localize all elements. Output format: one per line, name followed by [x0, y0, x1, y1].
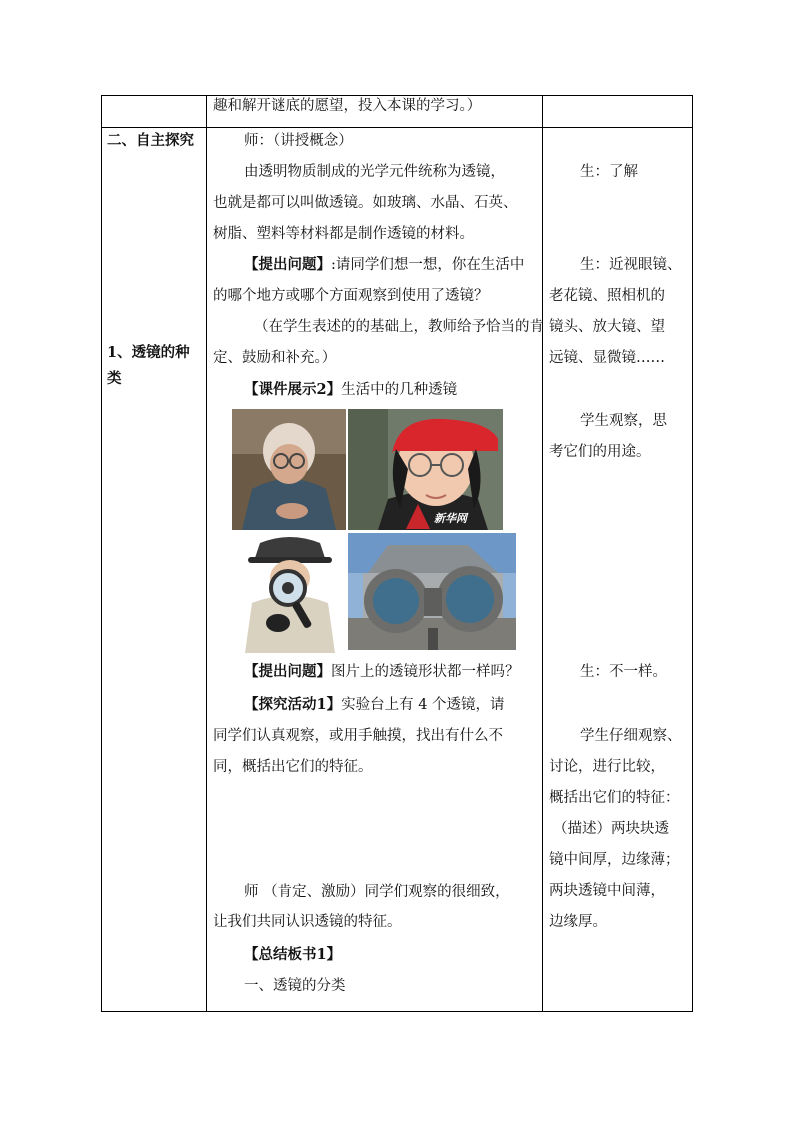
student-discussion-cont: 边缘厚。 — [549, 914, 607, 930]
table-border-right — [692, 95, 693, 1012]
photo-watermark: 新华网 — [434, 512, 467, 525]
question-text-cont: 的哪个地方或哪个方面观察到使用了透镜？ — [213, 288, 489, 304]
section-subtitle-cont: 类 — [107, 370, 122, 387]
activity-text: 实验台上有 4 个透镜，请 — [341, 697, 505, 713]
section-subtitle: 1、透镜的种 — [107, 344, 190, 361]
student-observation-cont: 考它们的用途。 — [549, 444, 651, 460]
activity-text-cont: 同学们认真观察，或用手触摸，找出有什么不 — [213, 728, 503, 744]
praise-text: 师 （肯定、激励）同学们观察的很细致， — [244, 884, 510, 900]
concept-line: 也就是都可以叫做透镜。如玻璃、水晶、石英、 — [213, 195, 518, 211]
activity-text-cont: 同，概括出它们的特征。 — [213, 759, 373, 775]
question2-paragraph — [244, 662, 520, 682]
girl-glasses-photo — [348, 409, 503, 530]
section-title: 二、自主探究 — [107, 132, 194, 149]
student-discussion: 学生仔细观察、 — [580, 728, 682, 744]
binoculars-icon — [348, 533, 516, 650]
student-response: 生：近视眼镜、 — [580, 257, 682, 273]
student-discussion-cont: 概括出它们的特征： — [549, 790, 680, 806]
girl-glasses-icon — [348, 409, 503, 530]
student-response-cont: 镜头、放大镜、望 — [549, 319, 665, 335]
table-col-divider — [542, 95, 543, 1012]
detective-magnifier-icon — [240, 533, 340, 653]
top-row-text: 趣和解开谜底的愿望，投入本课的学习。） — [213, 98, 482, 114]
table-row-divider — [101, 127, 693, 128]
student-discussion-cont: 镜中间厚，边缘薄； — [549, 852, 680, 868]
student-discussion-cont: 两块透镜中间薄， — [549, 883, 665, 899]
praise-text-cont: 让我们共同认识透镜的特征。 — [213, 914, 402, 930]
question2-text: 图片上的透镜形状都一样吗？ — [331, 664, 520, 680]
table-col-divider — [206, 95, 207, 1012]
table-border-bottom — [101, 1011, 693, 1012]
summary-heading: 一、透镜的分类 — [244, 978, 346, 994]
student-discussion-cont: （描述）两块块透 — [553, 821, 669, 837]
concept-line: 由透明物质制成的光学元件统称为透镜， — [244, 164, 505, 180]
courseware-text: 生活中的几种透镜 — [341, 382, 458, 398]
detective-magnifier-photo — [240, 533, 340, 653]
student-response: 生：了解 — [580, 164, 638, 180]
binoculars-photo — [348, 533, 516, 650]
concept-line: 树脂、塑料等材料都是制作透镜的材料。 — [213, 226, 474, 242]
courseware-tag: 【课件展示2】 — [244, 381, 342, 398]
teacher-intro: 师：（讲授概念） — [244, 133, 353, 149]
question-paragraph — [244, 255, 524, 275]
student-observation: 学生观察，思 — [580, 413, 667, 429]
question-tag: 【提出问题】 — [244, 256, 331, 273]
student-response-cont: 老花镜、照相机的 — [549, 288, 665, 304]
student-response: 生：不一样。 — [580, 664, 667, 680]
question2-tag: 【提出问题】 — [244, 663, 331, 680]
activity-paragraph — [244, 695, 505, 715]
question-text: :请同学们想一想，你在生活中 — [331, 257, 525, 273]
activity-tag: 【探究活动1】 — [244, 696, 342, 713]
table-border-left — [101, 95, 102, 1012]
teacher-note-cont: 定、鼓励和补充。） — [213, 350, 337, 366]
elderly-reader-photo — [232, 409, 346, 530]
elderly-reader-icon — [232, 409, 346, 530]
student-discussion-cont: 讨论，进行比较， — [549, 759, 665, 775]
summary-tag: 【总结板书1】 — [244, 946, 342, 963]
teacher-note: （在学生表述的的基础上，教师给予恰当的肯 — [254, 319, 544, 335]
student-response-cont: 远镜、显微镜…… — [549, 350, 665, 366]
courseware-paragraph — [244, 380, 457, 400]
